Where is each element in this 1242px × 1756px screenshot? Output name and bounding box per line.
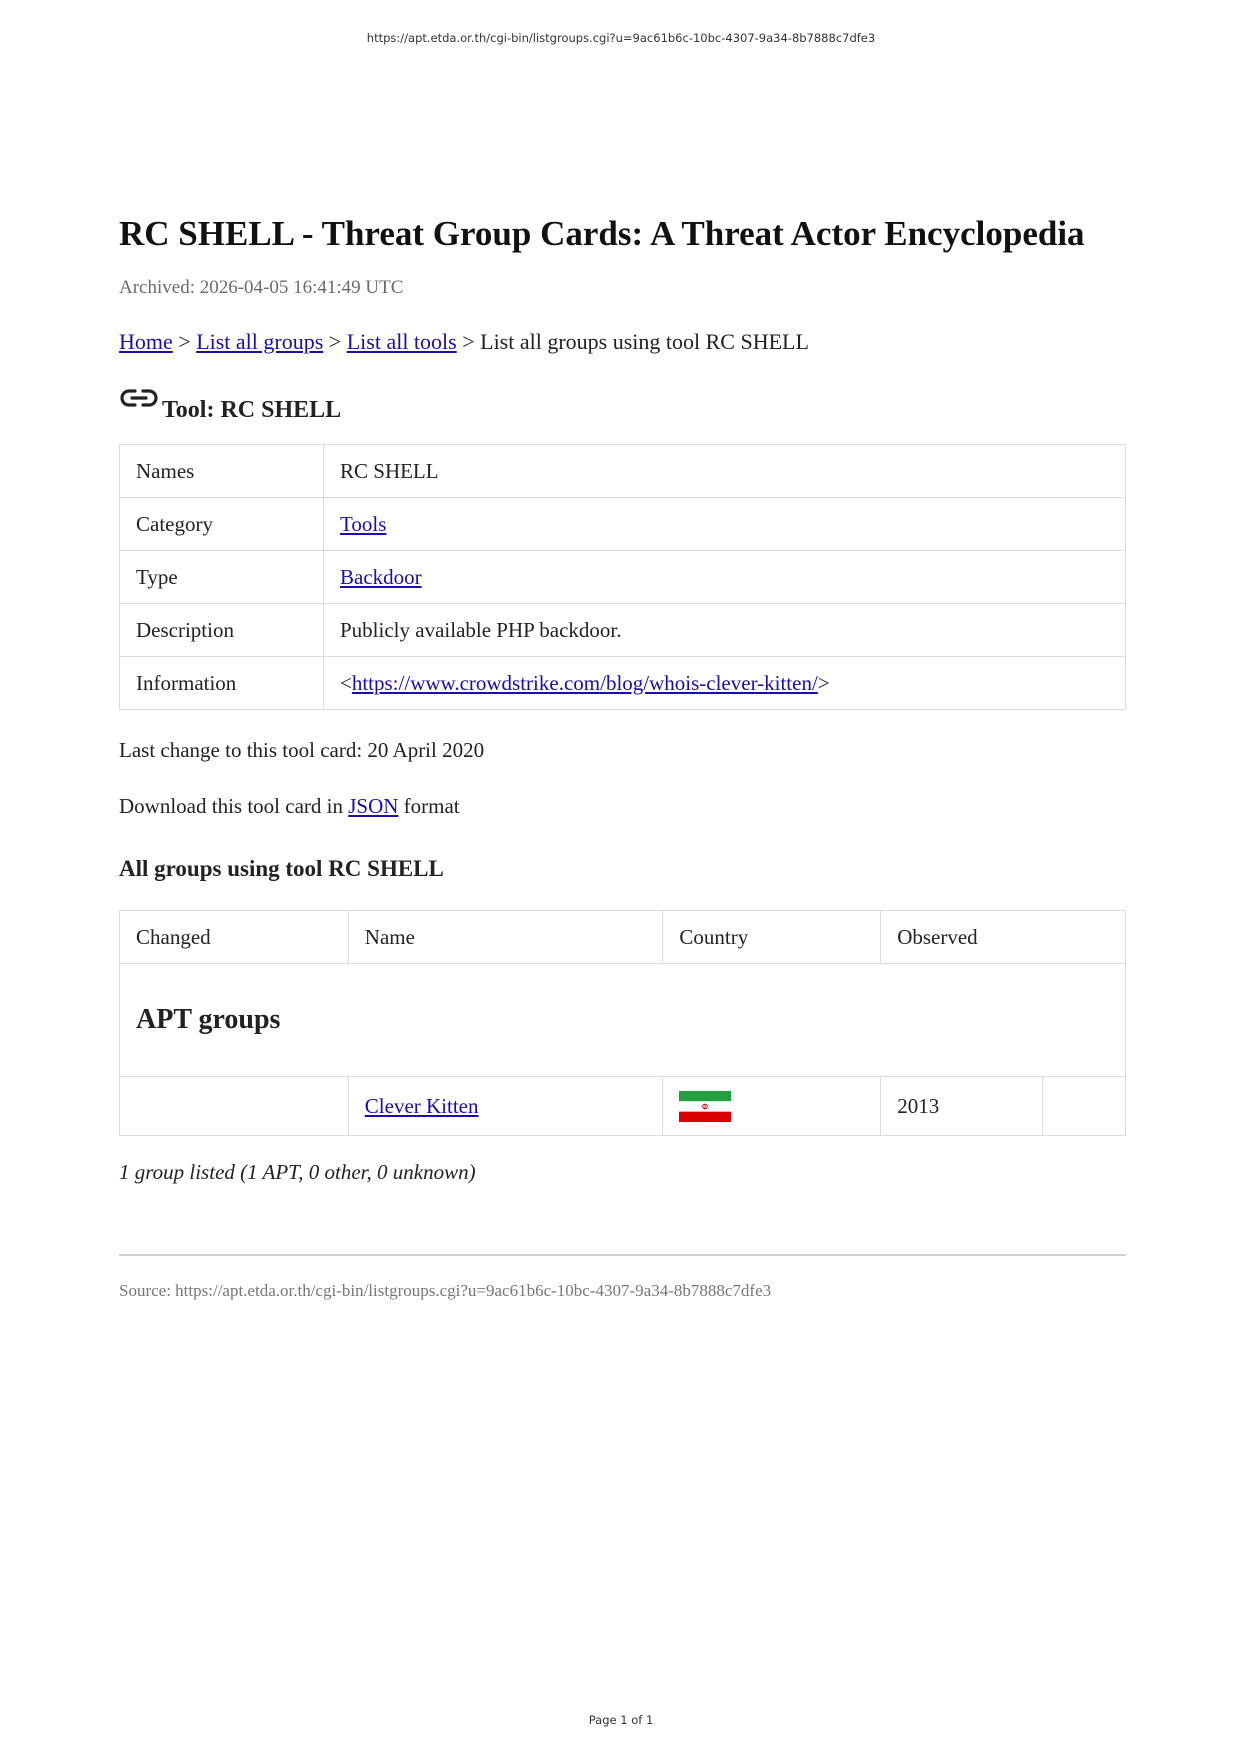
json-download-link[interactable]: JSON xyxy=(348,794,399,818)
information-link[interactable]: https://www.crowdstrike.com/blog/whois-clever-kitten/ xyxy=(351,670,818,695)
archived-timestamp: Archived: 2026-04-05 16:41:49 UTC xyxy=(119,277,404,298)
print-footer-page-number: Page 1 of 1 xyxy=(588,1713,654,1727)
category-key: Category xyxy=(120,498,324,551)
group-link-clever-kitten[interactable]: Clever Kitten xyxy=(364,1093,479,1118)
name-cell xyxy=(348,1077,663,1136)
information-key: Information xyxy=(120,657,324,710)
changed-cell xyxy=(120,1077,349,1136)
names-value: RC SHELL xyxy=(324,445,1126,498)
information-suffix: > xyxy=(817,670,830,695)
category-cell xyxy=(324,498,1126,551)
table-row xyxy=(120,604,1126,657)
page-content xyxy=(119,212,1126,1302)
section-row xyxy=(120,964,1126,1077)
type-link[interactable]: Backdoor xyxy=(340,564,422,589)
type-key: Type xyxy=(120,551,324,604)
column-header-changed[interactable]: Changed xyxy=(120,911,349,964)
table-row xyxy=(120,1077,1126,1136)
extra-cell xyxy=(1043,1077,1126,1136)
information-cell xyxy=(324,657,1126,710)
table-row xyxy=(120,445,1126,498)
observed-cell: 2013 xyxy=(881,1077,1043,1136)
breadcrumb-list-groups-link[interactable]: List all groups xyxy=(196,329,324,354)
source-line: Source: https://apt.etda.or.th/cgi-bin/listgroups.cgi?u=9ac61b6c-10bc-4307-9a34-8b7888c7dfe3 xyxy=(119,1281,772,1300)
section-title: APT groups xyxy=(120,964,1126,1077)
names-key: Names xyxy=(120,445,324,498)
breadcrumb-separator: > xyxy=(172,329,197,354)
breadcrumb-list-tools-link[interactable]: List all tools xyxy=(346,329,457,354)
breadcrumb-current: > List all groups using tool RC SHELL xyxy=(456,329,809,354)
information-prefix: < xyxy=(340,670,352,695)
type-cell xyxy=(324,551,1126,604)
page-title: RC SHELL - Threat Group Cards: A Threat Actor Encyclopedia xyxy=(119,214,1085,253)
column-header-name[interactable]: Name xyxy=(348,911,663,964)
table-row xyxy=(120,551,1126,604)
breadcrumb-home-link[interactable]: Home xyxy=(119,329,173,354)
country-cell xyxy=(663,1077,881,1136)
download-prefix: Download this tool card in xyxy=(119,794,349,818)
download-suffix: format xyxy=(398,794,460,818)
breadcrumb xyxy=(119,328,1126,356)
table-header-row xyxy=(120,911,1126,964)
tool-heading xyxy=(119,390,1126,426)
groups-heading: All groups using tool RC SHELL xyxy=(119,856,444,881)
print-header-url: https://apt.etda.or.th/cgi-bin/listgroups.cgi?u=9ac61b6c-10bc-4307-9a34-8b7888c7dfe3 xyxy=(366,31,876,45)
last-change-text: Last change to this tool card: 20 April 2020 xyxy=(119,738,485,762)
breadcrumb-separator: > xyxy=(323,329,347,354)
description-key: Description xyxy=(120,604,324,657)
link-icon xyxy=(119,384,159,412)
divider xyxy=(119,1254,1126,1256)
table-row xyxy=(120,498,1126,551)
category-link[interactable]: Tools xyxy=(340,511,387,536)
column-header-country[interactable]: Country xyxy=(663,911,881,964)
groups-table xyxy=(119,910,1126,1136)
column-header-observed[interactable]: Observed xyxy=(881,911,1126,964)
table-row xyxy=(120,657,1126,710)
groups-summary: 1 group listed (1 APT, 0 other, 0 unknown) xyxy=(119,1160,476,1184)
iran-flag-icon xyxy=(679,1091,731,1122)
tool-heading-label: Tool: RC SHELL xyxy=(162,397,342,423)
download-line xyxy=(119,792,1126,820)
tool-info-table xyxy=(119,444,1126,710)
description-value: Publicly available PHP backdoor. xyxy=(324,604,1126,657)
